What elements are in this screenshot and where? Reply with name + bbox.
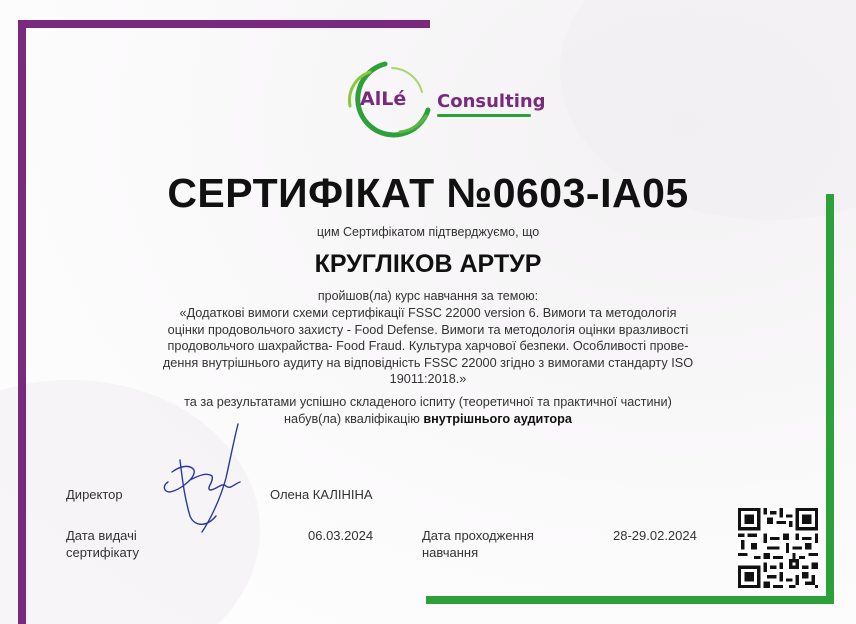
training-date-label-line: навчання — [422, 545, 479, 560]
issue-date-label-line: Дата видачі — [66, 528, 137, 543]
training-date: 28-29.02.2024 — [613, 528, 697, 543]
qualification-text — [0, 412, 856, 426]
qualification-prefix: набув(ла) кваліфікацію — [284, 412, 420, 426]
signature-icon — [150, 420, 260, 540]
issue-date: 06.03.2024 — [308, 528, 374, 543]
course-line: продовольчого шахрайства- Food Fraud. Культура харчової безпеки. Особливості прове- — [167, 339, 689, 353]
frame-purple-left — [18, 20, 26, 624]
director-label: Директор — [66, 487, 123, 502]
issue-date-label-line: сертифікату — [66, 545, 139, 560]
frame-green-bottom — [426, 596, 834, 604]
logo-consulting-text: Consulting — [437, 91, 546, 112]
director-name: Олена КАЛІНІНА — [270, 487, 373, 502]
qualification-title: внутрішнього аудитора — [423, 412, 572, 426]
frame-purple-top — [18, 20, 430, 28]
logo-underline — [437, 114, 531, 117]
course-line: 19011:2018.» — [389, 372, 467, 386]
qr-code-icon — [738, 508, 818, 588]
passed-course-text: пройшов(ла) курс навчання за темою: — [317, 289, 539, 303]
training-date-label — [422, 527, 534, 561]
course-line: оцінки продовольчого захисту - Food Defense. Вимоги та методологія оцінки вразливості — [167, 322, 689, 337]
recipient-name: КРУГЛІКОВ АРТУР — [314, 250, 542, 278]
course-line: дення внутрішнього аудиту на відповідність FSSC 22000 згідно з вимогами стандарту ISO — [162, 355, 694, 370]
exam-text: та за результатами успішно складеного іспиту (теоретичної та практичної частини) — [184, 395, 672, 409]
company-logo — [330, 58, 550, 142]
issue-date-label — [66, 527, 139, 561]
training-date-label-line: Дата проходження — [422, 528, 534, 543]
course-description — [108, 305, 748, 388]
certificate-title: СЕРТИФІКАТ №0603-IA05 — [167, 170, 689, 216]
confirm-text: цим Сертифікатом підтверджуємо, що — [316, 225, 540, 239]
course-line: «Додаткові вимоги схеми сертифікації FSSC 22000 version 6. Вимоги та методологія — [179, 306, 677, 320]
logo-brand-text: AlLé — [360, 88, 407, 110]
